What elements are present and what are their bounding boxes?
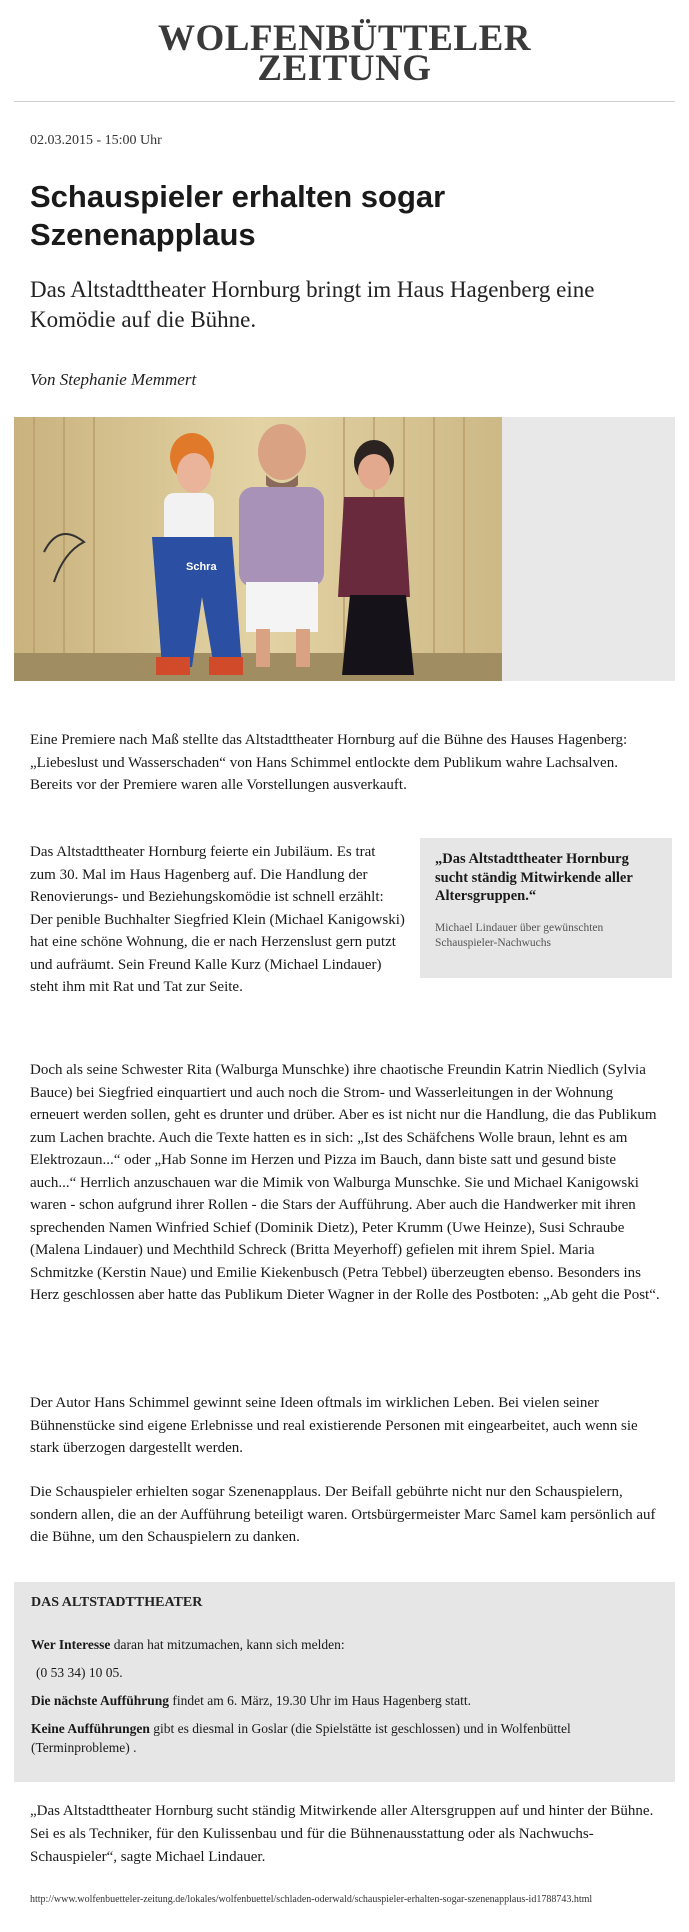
infobox-title: DAS ALTSTADTTHEATER (31, 1595, 203, 1610)
masthead-line-1: WOLFENBÜTTELER (158, 18, 531, 59)
article-headline: Schauspieler erhalten sogar Szenenapplaus (30, 179, 446, 252)
infobox-row-none (31, 1719, 658, 1757)
closing-quote: „Das Altstadttheater Hornburg sucht ständig Mitwirkende aller Altersgruppen auf und hinter der Bühne. Sei es als Techniker, für den Kulissenbau und für die Bühnenausstattung oder als Nachwuchs-Schauspieler“, sagte Michael Lindauer. (30, 1803, 654, 1865)
infobox-row-next-text: findet am 6. März, 19.30 Uhr im Haus Hagenberg statt. (169, 1693, 471, 1708)
article-url-link[interactable]: http://www.wolfenbuetteler-zeitung.de/lokales/wolfenbuettel/schladen-oderwald/schauspieler-erhalten-sogar-szenenapplaus-id1788743.html (30, 1894, 593, 1905)
masthead-logo[interactable] (14, 14, 675, 102)
article-subhead: Das Altstadttheater Hornburg bringt im Haus Hagenberg eine Komödie auf die Bühne. (30, 277, 595, 332)
article-paragraph-4: Der Autor Hans Schimmel gewinnt seine Ideen oftmals im wirklichen Leben. Bei vielen seiner Bühnenstücke sind eigene Erlebnisse und real existierende Personen mit eingearbeitet, auch wenn sie stark überzogen dargestellt werden. (30, 1395, 638, 1456)
article-date: 02.03.2015 - 15:00 Uhr (30, 133, 162, 148)
infobox-row-interest-text: daran hat mitzumachen, kann sich melden: (110, 1637, 345, 1652)
infobox-altstadttheater (14, 1582, 675, 1782)
infobox-row-none-bold: Keine Aufführungen (31, 1721, 150, 1736)
infobox-row-interest-bold: Wer Interesse (31, 1637, 111, 1652)
article-paragraph-3: Doch als seine Schwester Rita (Walburga Munschke) ihre chaotische Freundin Katrin Niedlich (Sylvia Bauce) bei Siegfried einquartiert und auch noch die Strom- und Wasserleitungen in der Wohnung erneuert werden sollen, geht es drunter und drüber. Aber es ist nicht nur die Handlung, die das Publikum zum Lachen brachte. Auch die Texte hatten es in sich: „Ist des Schäfchens Wolle braun, lehnt es am Elektrozaun...“ oder „Hab Sonne im Herzen und Pizza im Bauch, dann biste satt und gesund biste auch...“ Herrlich anzuschauen war die Mimik von Walburga Munschke. Sie und Michael Kanigowski waren - schon aufgrund ihrer Rollen - die Stars der Aufführung. Aber auch die Handwerker mit ihren sprechenden Namen Winfried Schief (Dominik Dietz), Peter Krumm (Uwe Heinze), Susi Schraube (Malena Lindauer) und Mechthild Schreck (Britta Meyerhoff) gefielen mit ihrem Spiel. Maria Schmitzke (Kerstin Naue) und Emilie Kiekenbusch (Petra Tebbel) überzeugten ebenso. Besonders ins Herz geschlossen aber hatte das Publikum Dieter Wagner in der Rolle des Postboten: „Ab geht die Post“. (30, 1062, 660, 1303)
masthead-line-2: ZEITUNG (257, 48, 432, 89)
article-paragraph-1: Eine Premiere nach Maß stellte das Altstadttheater Hornburg auf die Bühne des Hauses Hagenberg: „Liebeslust und Wasserschaden“ von Hans Schimmel entlockte dem Publikum wahre Lachsalven. Bereits vor der Premiere waren alle Vorstellungen ausverkauft. (30, 732, 628, 793)
overall-label-text: Schra (186, 561, 217, 573)
infobox-row-next (31, 1691, 658, 1710)
stage-photo-illustration (14, 417, 502, 681)
article-author: Von Stephanie Memmert (30, 370, 197, 389)
infobox-row-none-text: gibt es diesmal in Goslar (die Spielstätte ist geschlossen) und in Wolfenbüttel (Terminprobleme) . (31, 1721, 571, 1755)
infobox-row-next-bold: Die nächste Aufführung (31, 1693, 170, 1708)
pullquote-source: Michael Lindauer über gewünschten Schauspieler-Nachwuchs (435, 921, 604, 949)
article-paragraph-2: Das Altstadttheater Hornburg feierte ein Jubiläum. Es trat zum 30. Mal im Haus Hagenberg auf. Die Handlung der Renovierungs- und Beziehungskomödie ist schnell erzählt: Der penible Buchhalter Siegfried Klein (Michael Kanigowski) hat eine schöne Wohnung, die er nach Herzenslust gern putzt und aufräumt. Sein Freund Kalle Kurz (Michael Lindauer) steht ihm mit Rat und Tat zur Seite. (30, 844, 405, 995)
pullquote-text: „Das Altstadttheater Hornburg sucht ständig Mitwirkende aller Altersgruppen.“ (435, 851, 633, 904)
pullquote-box (420, 838, 672, 978)
infobox-row-interest (31, 1635, 658, 1654)
infobox-phone[interactable]: (0 53 34) 10 05. (36, 1665, 123, 1680)
article-photo (14, 417, 675, 681)
article-paragraph-5: Die Schauspieler erhielten sogar Szenenapplaus. Der Beifall gebührte nicht nur den Schauspielern, sondern allen, die an der Aufführung beteiligt waren. Ortsbürgermeister Marc Samel kam persönlich auf die Bühne, um den Schauspielern zu danken. (30, 1484, 656, 1545)
